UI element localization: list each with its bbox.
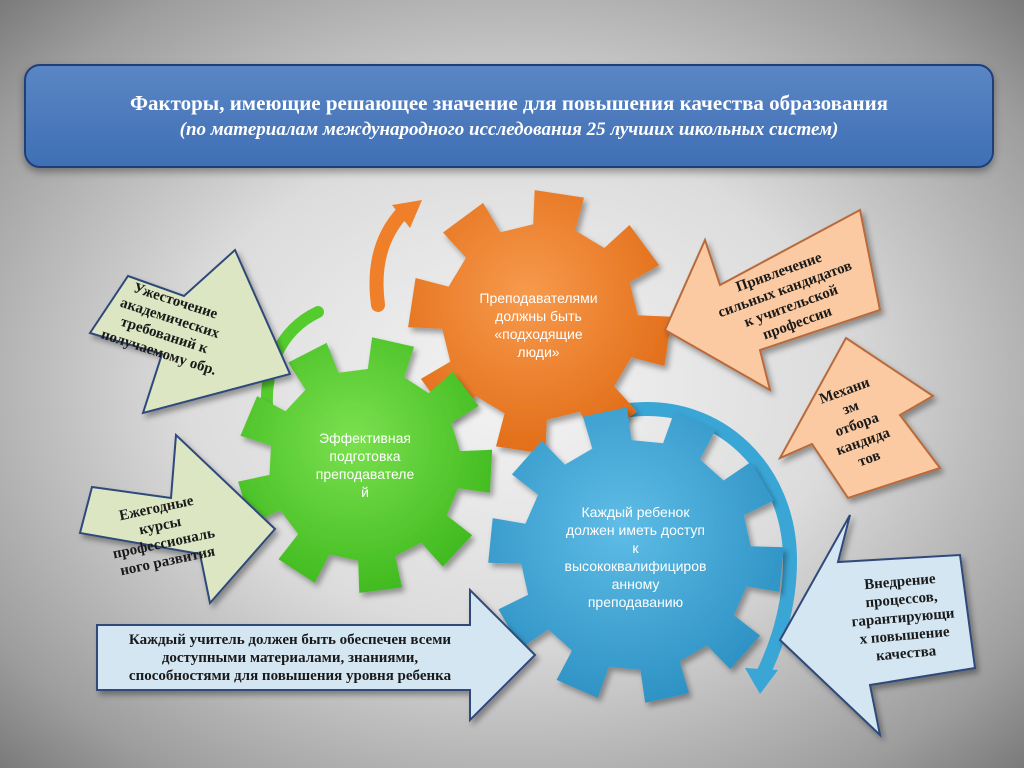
title-main: Факторы, имеющие решающее значение для повышения качества образования: [129, 91, 889, 115]
arrow-materials-label: Каждый учитель должен быть обеспечен всеми доступными материалами, знаниями, способностями для повышения уровня ребенка: [128, 632, 452, 684]
arrow-processes-label: Внедрение процессов, гарантирующи х повышение качества: [850, 570, 956, 664]
arrow-selection-label: Механи зм отбора кандида тов: [817, 374, 893, 471]
title-subtitle: (по материалам международного исследования 25 лучших школьных систем): [179, 119, 839, 140]
arrow-courses-label: Ежегодные курсы профессиональ ного развития: [111, 492, 217, 580]
cycle-arrow-blue-head: [745, 668, 778, 694]
gear-blue-label: Каждый ребенок должен иметь доступ к высококвалифициров анному преподаванию: [564, 504, 707, 610]
gear-orange-label: Преподавателями должны быть «подходящие люди»: [479, 290, 598, 360]
arrow-requirements-label: Ужесточение академических требований к получаемому обр.: [98, 280, 222, 379]
cycle-arrow-orange: [377, 210, 405, 305]
gear-green-label: Эффективная подготовка преподавателе й: [315, 430, 415, 500]
arrow-candidates-label: Привлечение сильных кандидатов к учительской профессии: [715, 249, 854, 343]
